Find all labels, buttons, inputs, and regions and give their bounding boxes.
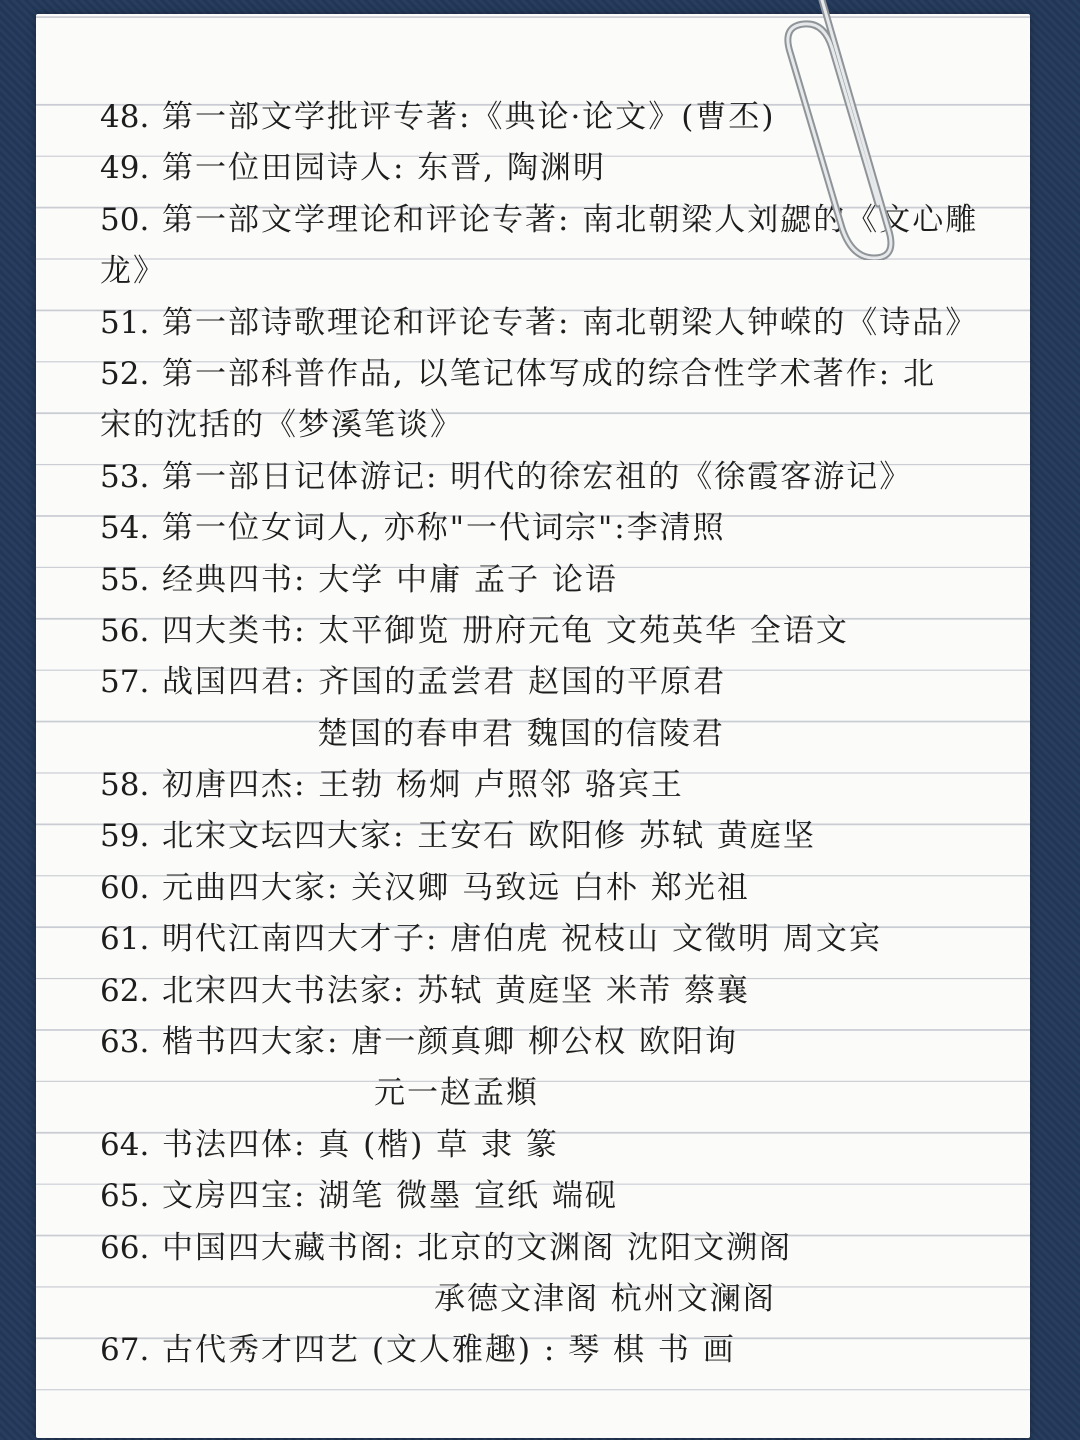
list-item	[100, 606, 1060, 657]
list-item	[100, 966, 1060, 1017]
entry-number: 54.	[100, 510, 150, 547]
entry-text: 龙》	[100, 253, 166, 290]
paperclip-icon	[770, 0, 910, 260]
entry-text: 宋的沈括的《梦溪笔谈》	[100, 407, 463, 444]
entry-number: 49.	[100, 150, 150, 187]
entry-text: 元曲四大家: 关汉卿 马致远 白朴 郑光祖	[162, 869, 750, 906]
list-item	[100, 914, 1060, 965]
list-item	[100, 92, 1060, 143]
list-item	[100, 349, 1060, 400]
entry-number: 55.	[100, 561, 150, 598]
entry-text: 古代秀才四艺 (文人雅趣) : 琴 棋 书 画	[162, 1332, 736, 1369]
entry-number: 64.	[100, 1126, 150, 1163]
list-item	[100, 863, 1060, 914]
entry-number: 56.	[100, 612, 150, 649]
list-item	[100, 298, 1060, 349]
list-item	[100, 709, 1060, 760]
entry-text: 初唐四杰: 王勃 杨炯 卢照邻 骆宾王	[162, 767, 684, 804]
list-item	[100, 657, 1060, 708]
list-item	[100, 503, 1060, 554]
entry-list	[100, 92, 1060, 1377]
list-item	[100, 1223, 1060, 1274]
entry-number: 59.	[100, 818, 150, 855]
entry-text: 楷书四大家: 唐一颜真卿 柳公权 欧阳询	[162, 1024, 739, 1061]
entry-text: 楚国的春申君 魏国的信陵君	[317, 715, 725, 752]
entry-number: 51.	[100, 304, 150, 341]
entry-text: 经典四书: 大学 中庸 孟子 论语	[162, 561, 618, 598]
entry-number: 65.	[100, 1178, 150, 1215]
entry-text: 北宋四大书法家: 苏轼 黄庭坚 米芾 蔡襄	[162, 972, 750, 1009]
list-item	[100, 1274, 1060, 1325]
entry-number: 66.	[100, 1229, 150, 1266]
entry-number: 61.	[100, 921, 150, 958]
entry-text: 四大类书: 太平御览 册府元龟 文苑英华 全语文	[162, 612, 849, 649]
list-item	[100, 400, 1060, 451]
entry-text: 文房四宝: 湖笔 微墨 宣纸 端砚	[162, 1178, 618, 1215]
entry-number: 57.	[100, 664, 150, 701]
entry-text: 第一部科普作品, 以笔记体写成的综合性学术著作: 北	[162, 355, 937, 392]
list-item	[100, 760, 1060, 811]
entry-number: 50.	[100, 201, 150, 238]
entry-number: 63.	[100, 1024, 150, 1061]
entry-text: 第一部文学批评专著:《典论·论文》(曹丕)	[162, 99, 776, 135]
list-item	[100, 452, 1060, 503]
entry-text: 第一部文学理论和评论专著: 南北朝梁人刘勰的《文心雕	[162, 201, 979, 238]
entry-text: 书法四体: 真 (楷) 草 隶 篆	[162, 1126, 559, 1163]
entry-number: 53.	[100, 458, 150, 495]
list-item	[100, 195, 1060, 246]
entry-number: 58.	[100, 767, 150, 804]
entry-number: 67.	[100, 1332, 150, 1369]
list-item	[100, 246, 1060, 297]
entry-number: 52.	[100, 355, 150, 392]
entry-text: 元一赵孟頫	[374, 1075, 539, 1112]
entry-text: 北宋文坛四大家: 王安石 欧阳修 苏轼 黄庭坚	[162, 818, 816, 855]
list-item	[100, 555, 1060, 606]
list-item	[100, 1068, 1060, 1119]
entry-text: 明代江南四大才子: 唐伯虎 祝枝山 文徵明 周文宾	[162, 921, 882, 958]
list-item	[100, 1120, 1060, 1171]
list-item	[100, 143, 1060, 194]
list-item	[100, 1325, 1060, 1376]
list-item	[100, 1171, 1060, 1222]
entry-text: 承德文津阁 杭州文澜阁	[434, 1280, 776, 1317]
entry-text: 第一部诗歌理论和评论专著: 南北朝梁人钟嵘的《诗品》	[162, 304, 979, 341]
entry-number: 48.	[100, 99, 150, 135]
list-item	[100, 1017, 1060, 1068]
entry-text: 第一位女词人, 亦称"一代词宗":李清照	[162, 510, 726, 547]
entry-text: 中国四大藏书阁: 北京的文渊阁 沈阳文溯阁	[162, 1229, 793, 1266]
list-item	[100, 811, 1060, 862]
entry-number: 62.	[100, 972, 150, 1009]
entry-text: 第一位田园诗人: 东晋, 陶渊明	[162, 150, 607, 187]
entry-number: 60.	[100, 869, 150, 906]
entry-text: 战国四君: 齐国的孟尝君 赵国的平原君	[162, 664, 727, 701]
entry-text: 第一部日记体游记: 明代的徐宏祖的《徐霞客游记》	[162, 458, 913, 495]
